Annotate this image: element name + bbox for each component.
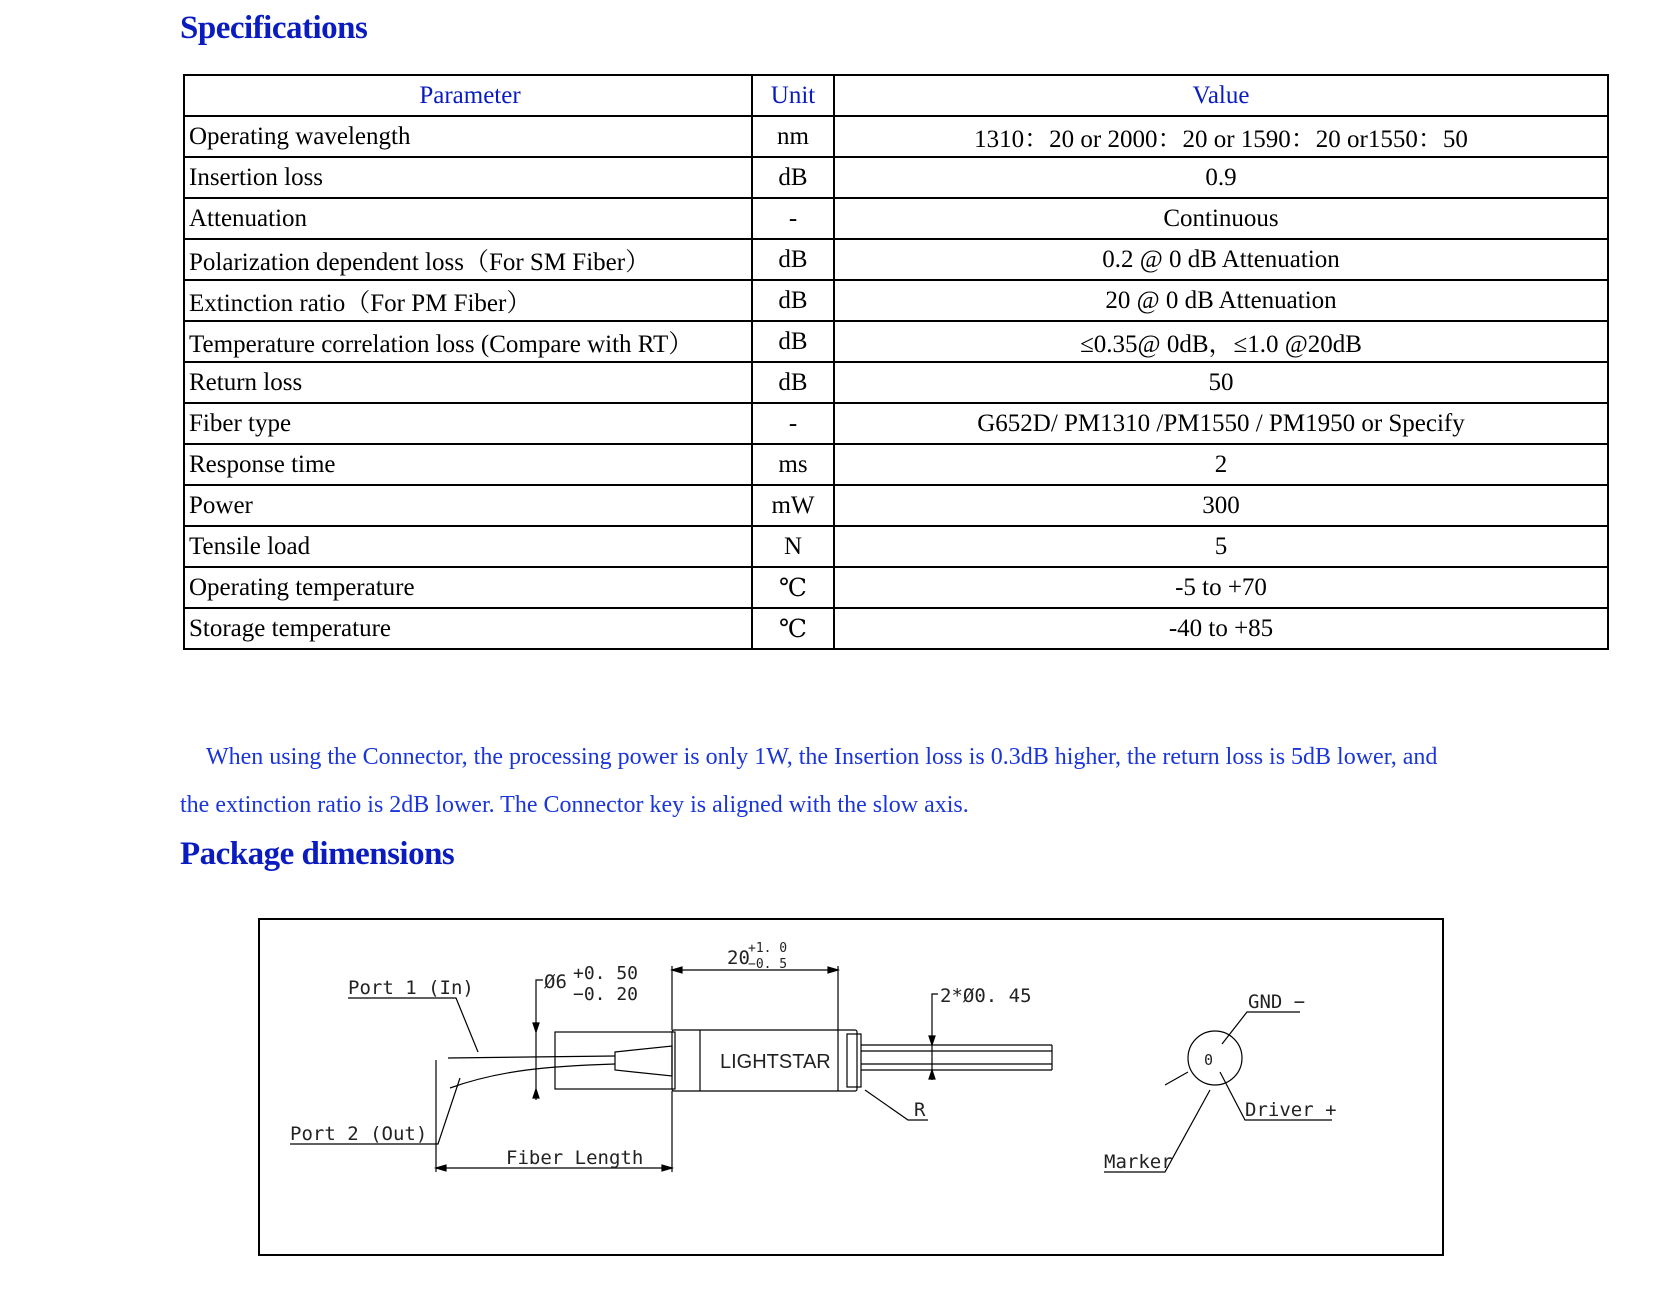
value-cell: 2 (834, 444, 1608, 485)
table-row (184, 485, 1608, 526)
table-row (184, 239, 1608, 280)
pin-mark-label: 0 (1204, 1051, 1214, 1069)
unit-cell: mW (752, 485, 834, 526)
fiber-line-port-1 (448, 1056, 615, 1058)
unit-cell: nm (752, 116, 834, 157)
gnd-label: GND − (1248, 991, 1306, 1013)
unit-cell: - (752, 198, 834, 239)
port-1-leader (348, 998, 478, 1052)
table-row (184, 567, 1608, 608)
unit-cell: - (752, 403, 834, 444)
value-cell: 0.9 (834, 157, 1608, 198)
unit-cell: dB (752, 321, 834, 362)
table-row (184, 116, 1608, 157)
connector-note-line-1: When using the Connector, the processing power is only 1W, the Insertion loss is 0.3dB higher, the return loss is 5dB lower, and (206, 744, 1438, 770)
brand-label: LIGHTSTAR (720, 1051, 831, 1073)
unit-cell: dB (752, 157, 834, 198)
table-row (184, 608, 1608, 649)
fiber-line-port-2 (450, 1064, 615, 1088)
parameter-cell: Operating wavelength (184, 116, 752, 157)
value-cell: 1310：20 or 2000：20 or 1590：20 or1550：50 (834, 116, 1608, 157)
value-cell: 5 (834, 526, 1608, 567)
pins-label: 2*Ø0. 45 (940, 985, 1032, 1007)
parameter-cell: Operating temperature (184, 567, 752, 608)
table-row (184, 362, 1608, 403)
table-header-row (184, 75, 1608, 116)
unit-cell: ℃ (752, 567, 834, 608)
fiber-length-arrow-left (436, 1165, 446, 1171)
parameter-cell: Return loss (184, 362, 752, 403)
length-dim-arrow-left (672, 967, 682, 973)
parameter-cell: Extinction ratio（For PM Fiber） (184, 280, 752, 321)
table-row (184, 444, 1608, 485)
radius-label: R (914, 1099, 926, 1121)
specifications-heading: Specifications (180, 10, 368, 46)
parameter-cell: Polarization dependent loss（For SM Fiber） (184, 239, 752, 280)
value-cell: -5 to +70 (834, 567, 1608, 608)
package-dimensions-drawing (258, 918, 1444, 1256)
value-cell: 50 (834, 362, 1608, 403)
value-cell: ≤0.35@ 0dB，≤1.0 @20dB (834, 321, 1608, 362)
driver-label: Driver + (1245, 1099, 1337, 1121)
unit-cell: dB (752, 280, 834, 321)
parameter-cell: Attenuation (184, 198, 752, 239)
end-cap (847, 1034, 861, 1087)
length-dim-arrow-right (828, 967, 838, 973)
specifications-table (183, 74, 1609, 650)
unit-cell: dB (752, 362, 834, 403)
column-header-value: Value (834, 75, 1608, 116)
fiber-length-arrow-right (662, 1165, 672, 1171)
parameter-cell: Temperature correlation loss (Compare with RT） (184, 321, 752, 362)
port-1-label: Port 1 (In) (348, 977, 474, 999)
table-row (184, 403, 1608, 444)
parameter-cell: Response time (184, 444, 752, 485)
table-row (184, 526, 1608, 567)
parameter-cell: Storage temperature (184, 608, 752, 649)
column-header-parameter: Parameter (184, 75, 752, 116)
parameter-cell: Power (184, 485, 752, 526)
value-cell: 20 @ 0 dB Attenuation (834, 280, 1608, 321)
column-header-unit: Unit (752, 75, 834, 116)
end-view-marker-tab (1165, 1072, 1188, 1085)
diameter-dim-arrow (533, 1023, 539, 1032)
length-main-label: 20 (727, 947, 750, 969)
length-tol-minus: −0. 5 (748, 957, 788, 972)
diameter-tol-minus: −0. 20 (573, 984, 639, 1005)
value-cell: 0.2 @ 0 dB Attenuation (834, 239, 1608, 280)
value-cell: G652D/ PM1310 /PM1550 / PM1950 or Specify (834, 403, 1608, 444)
diameter-tol-plus: +0. 50 (573, 963, 639, 984)
length-tol-plus: +1. 0 (748, 941, 788, 956)
parameter-cell: Insertion loss (184, 157, 752, 198)
unit-cell: dB (752, 239, 834, 280)
unit-cell: ℃ (752, 608, 834, 649)
port-2-label: Port 2 (Out) (290, 1123, 428, 1145)
value-cell: -40 to +85 (834, 608, 1608, 649)
unit-cell: ms (752, 444, 834, 485)
end-view-circle (1188, 1031, 1242, 1085)
table-row (184, 321, 1608, 362)
diameter-dim-arrow-bottom (533, 1089, 539, 1098)
diameter-main-label: Ø6 (544, 971, 567, 993)
diameter-dim-leader (536, 980, 543, 1100)
fiber-length-label: Fiber Length (506, 1147, 644, 1169)
parameter-cell: Fiber type (184, 403, 752, 444)
pins-dim-arrow-bottom (929, 1070, 935, 1079)
value-cell: 300 (834, 485, 1608, 526)
table-row (184, 280, 1608, 321)
unit-cell: N (752, 526, 834, 567)
table-row (184, 198, 1608, 239)
marker-label: Marker (1104, 1151, 1173, 1173)
pins-dim-arrow (929, 1036, 935, 1045)
connector-note-line-2: the extinction ratio is 2dB lower. The Connector key is aligned with the slow axis. (180, 792, 969, 818)
package-dimensions-heading: Package dimensions (180, 836, 455, 872)
table-row (184, 157, 1608, 198)
package-drawing-svg (260, 920, 1442, 1254)
parameter-cell: Tensile load (184, 526, 752, 567)
fiber-boot (615, 1046, 672, 1076)
value-cell: Continuous (834, 198, 1608, 239)
